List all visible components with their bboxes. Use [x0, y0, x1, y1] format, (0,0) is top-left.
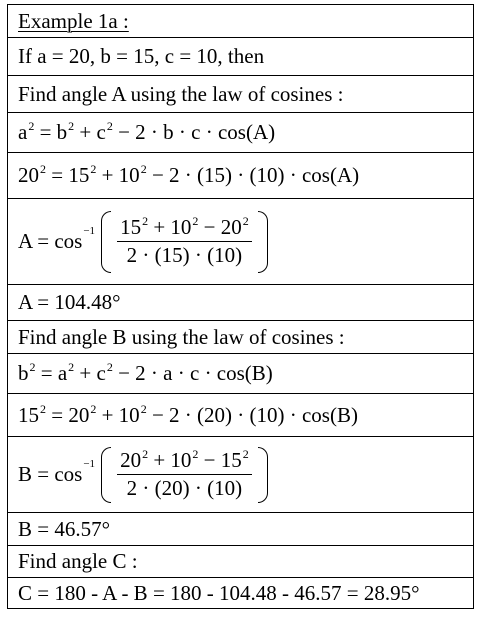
- step-a-formula-row: [8, 113, 473, 153]
- step-b-lhs: B = cos: [18, 462, 83, 486]
- step-b-intro: Find angle B using the law of cosines :: [18, 324, 345, 349]
- left-paren: [101, 447, 111, 503]
- step-c-result-row: [8, 578, 473, 608]
- step-a-numerator: $15^2 + 10^2 - 20^2$: [117, 217, 252, 242]
- given-values: If a = 20, b = 15, c = 10, then: [18, 44, 265, 68]
- worked-example: [7, 4, 474, 609]
- step-a-fraction: [99, 207, 270, 277]
- step-b-result-row: [8, 513, 473, 546]
- step-c-intro: Find angle C :: [18, 549, 138, 573]
- step-b-substitution-row: [8, 394, 473, 437]
- step-b-denominator: 2 · (20) · (10): [126, 476, 243, 500]
- step-a-intro-row: [8, 76, 473, 113]
- step-a-inverse-row: [8, 199, 473, 285]
- step-a-substitution-row: [8, 153, 473, 199]
- step-b-fraction: [99, 443, 270, 507]
- inverse-superscript: −1: [83, 225, 96, 237]
- left-paren: [101, 211, 111, 273]
- step-b-inverse-row: [8, 437, 473, 513]
- step-b-numerator: $20^2 + 10^2 - 15^2$: [117, 450, 252, 475]
- step-c-intro-row: [8, 546, 473, 578]
- step-a-lhs: A = cos: [18, 229, 83, 253]
- step-a-result-row: [8, 285, 473, 321]
- example-title: Example 1a :: [18, 8, 129, 33]
- step-b-substitution: $15^2 = 20^2 + 10^2 - 2 \cdot (20) \cdot (10) \cdot \cos(B)$: [18, 401, 358, 427]
- right-paren: [258, 211, 268, 273]
- step-a-denominator: 2 · (15) · (10): [126, 243, 243, 267]
- step-b-intro-row: [8, 321, 473, 354]
- step-a-formula: $a^2 = b^2 + c^2 - 2 \cdot b \cdot c \cdot \cos(A)$: [18, 119, 276, 144]
- step-a-substitution: $20^2 = 15^2 + 10^2 - 2 \cdot (15) \cdot (10) \cdot \cos(A)$: [18, 162, 360, 187]
- step-a-result: A = 104.48°: [18, 290, 121, 314]
- inverse-superscript: −1: [83, 458, 96, 470]
- given-row: [8, 38, 473, 76]
- right-paren: [258, 447, 268, 503]
- step-b-result: B = 46.57°: [18, 516, 110, 541]
- step-c-result: C = 180 - A - B = 180 - 104.48 - 46.57 = 28.95°: [18, 580, 420, 605]
- step-a-intro: Find angle A using the law of cosines :: [18, 81, 344, 106]
- example-title-row: [8, 5, 473, 38]
- step-b-formula-row: [8, 354, 473, 394]
- step-b-formula: $b^2 = a^2 + c^2 - 2 \cdot a \cdot c \cdot \cos(B)$: [18, 360, 273, 385]
